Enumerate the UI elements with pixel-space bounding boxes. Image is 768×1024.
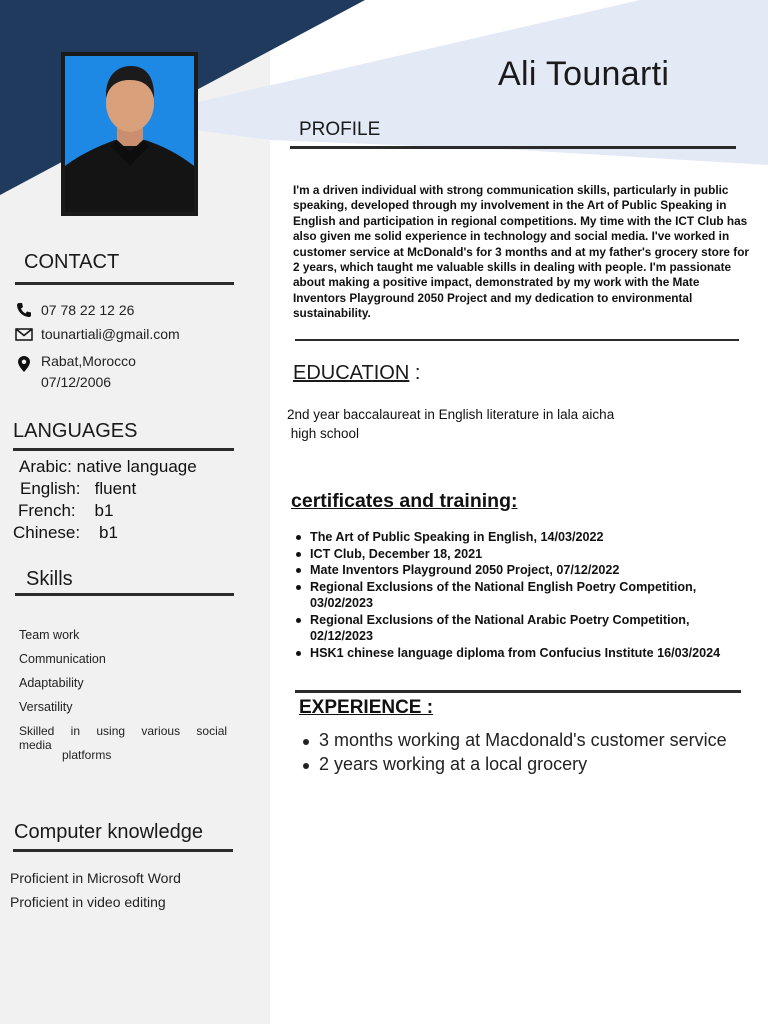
language-item: Arabic: native language — [19, 457, 197, 476]
email-address[interactable]: tounartiali@gmail.com — [41, 326, 180, 342]
skill-item-continued: platforms — [62, 748, 112, 762]
skills-heading: Skills — [26, 568, 73, 590]
certificate-item: Regional Exclusions of the National Arabic Poetry Competition, 02/12/2023 — [293, 612, 753, 645]
certificate-item: The Art of Public Speaking in English, 14/03/2022 — [293, 529, 753, 546]
language-item: Chinese: b1 — [13, 523, 118, 542]
knowledge-item: Proficient in Microsoft Word — [10, 870, 181, 886]
education-line-2: high school — [287, 426, 360, 441]
contact-heading: CONTACT — [24, 251, 120, 273]
avatar-icon — [65, 56, 194, 212]
skills-divider — [15, 593, 234, 596]
languages-heading: LANGUAGES — [13, 420, 138, 442]
certificate-item: Regional Exclusions of the National English Poetry Competition, 03/02/2023 — [293, 579, 753, 612]
language-item: English: fluent — [20, 479, 137, 498]
experience-heading: EXPERIENCE : — [299, 697, 434, 718]
experience-divider — [295, 690, 741, 693]
knowledge-item: Proficient in video editing — [10, 894, 166, 910]
certificate-item: Mate Inventors Playground 2050 Project, 07/12/2022 — [293, 562, 753, 579]
education-heading-colon: : — [414, 362, 421, 384]
skill-item: Team work — [19, 628, 80, 642]
profile-heading: PROFILE — [299, 119, 381, 140]
certificate-item: HSK1 chinese language diploma from Confucius Institute 16/03/2024 — [293, 645, 753, 662]
skill-item: Skilled in using various social media — [19, 724, 228, 752]
certificate-item: ICT Club, December 18, 2021 — [293, 546, 753, 563]
languages-divider — [13, 448, 234, 451]
certificates-list — [293, 529, 753, 661]
location-text: Rabat,Morocco — [41, 353, 136, 369]
education-heading-label: EDUCATION — [293, 362, 410, 384]
certificates-heading: certificates and training: — [291, 490, 518, 512]
experience-item: 2 years working at a local grocery — [301, 753, 751, 777]
education-line-1: 2nd year baccalaureat in English literature in lala aicha — [287, 407, 615, 422]
skill-item: Versatility — [19, 700, 73, 714]
education-text — [287, 405, 687, 443]
contact-divider — [15, 282, 234, 285]
phone-number[interactable]: 07 78 22 12 26 — [41, 302, 135, 318]
contact-email — [14, 326, 180, 342]
profile-text: I'm a driven individual with strong communication skills, particularly in public speaking, developed through my involvement in the Art of Public Speaking in English and participation in regional competitions. My time with the ICT Club has also given me solid experience in technology and social media. I've worked in customer service at McDonald's for 3 months and at my father's grocery store for 2 years, which taught me valuable skills in dealing with people. I'm passionate about making a positive impact, demonstrated by my work with the Mate Inventors Playground 2050 Project and my dedication to environmental sustainability. — [293, 183, 749, 321]
contact-location — [14, 350, 136, 372]
phone-icon — [14, 302, 34, 318]
profile-divider — [290, 146, 736, 149]
language-item: French: b1 — [18, 501, 114, 520]
profile-photo — [61, 52, 198, 216]
location-pin-icon — [14, 356, 34, 372]
computer-knowledge-heading: Computer knowledge — [14, 821, 203, 843]
education-heading — [293, 362, 420, 385]
computer-knowledge-divider — [13, 849, 233, 852]
profile-bottom-divider — [295, 339, 739, 341]
birthdate: 07/12/2006 — [41, 374, 112, 390]
experience-list — [301, 729, 751, 776]
person-name: Ali Tounarti — [498, 55, 670, 93]
experience-item: 3 months working at Macdonald's customer service — [301, 729, 751, 753]
contact-phone — [14, 302, 134, 318]
skill-item: Adaptability — [19, 676, 84, 690]
skill-item: Communication — [19, 652, 106, 666]
envelope-icon — [14, 328, 34, 341]
